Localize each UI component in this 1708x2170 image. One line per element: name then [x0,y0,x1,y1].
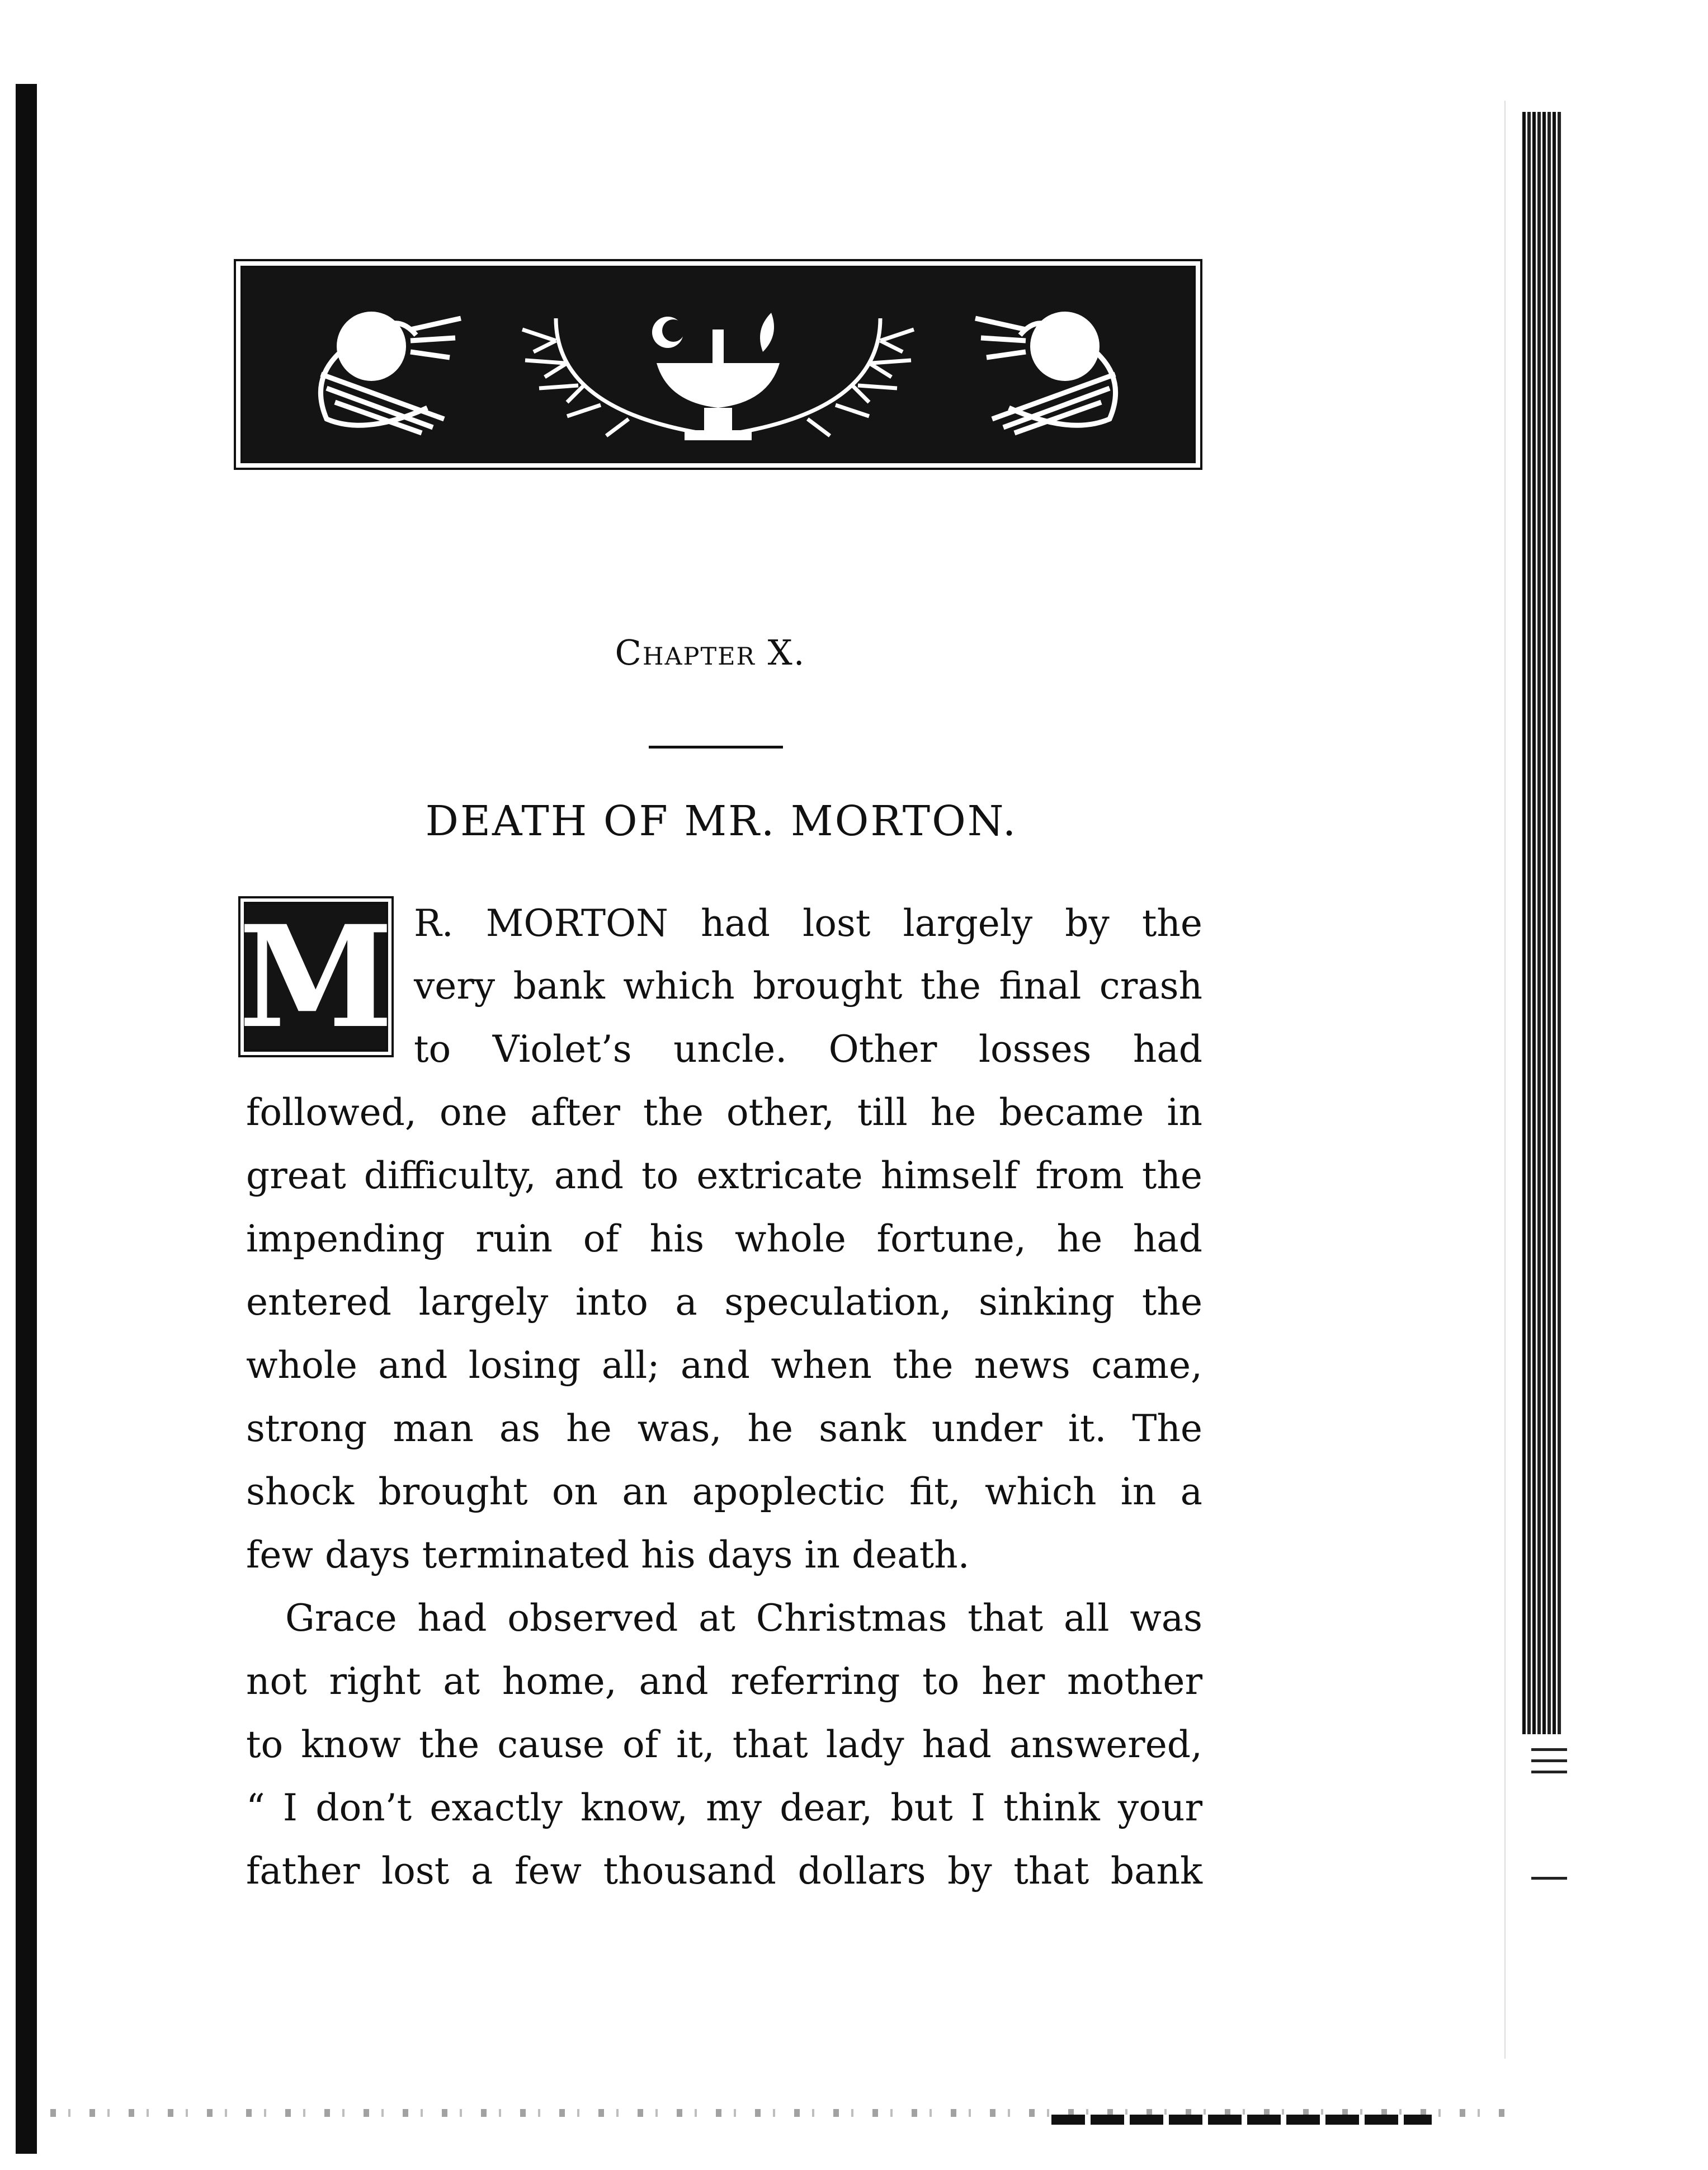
scan-edge-mark [1531,1748,1567,1751]
scan-edge-mark [1531,1759,1567,1762]
chapter-number: X. [767,632,806,673]
scan-edge-mark [1531,1877,1567,1880]
drop-cap-letter: M [238,895,394,1059]
text-line: very bank which brought the final crash [414,964,1202,1008]
oil-lamp-icon [652,313,780,440]
text-line: few days terminated his days in death. [246,1533,970,1576]
scan-edge-mark [1531,1771,1567,1773]
chapter-label: Chapter [615,632,756,673]
chapter-title: DEATH OF MR. MORTON. [425,797,1018,845]
text-line: shock brought on an apoplectic fit, which in a [246,1470,1202,1513]
header-ornament [240,266,1196,463]
chapter-heading [0,632,1421,673]
text-line: entered largely into a speculation, sinking the [246,1281,1202,1324]
drop-cap [238,895,394,1059]
text-line: great difficulty, and to extricate himself from the [246,1154,1202,1197]
text-line: followed, one after the other, till he became in [246,1091,1202,1134]
text-line: Grace had observed at Christmas that all was [285,1597,1202,1640]
text-line: to know the cause of it, that lady had answered, [246,1723,1202,1766]
text-line: impending ruin of his whole fortune, he had [246,1217,1202,1260]
scan-right-edge [1522,112,1561,1734]
chapter-divider [649,746,783,749]
text-line: “ I don’t exactly know, my dear, but I think your [246,1786,1202,1829]
text-line: father lost a few thousand dollars by that bank [246,1849,1202,1893]
ornament-artwork [243,268,1193,461]
text-line: not right at home, and referring to her mother [246,1660,1202,1703]
text-line: strong man as he was, he sank under it. The [246,1407,1202,1450]
scan-bottom-bar [1051,2115,1432,2125]
scan-left-edge [16,84,37,2154]
right-cherub-icon [975,312,1116,433]
text-line: to Violet’s uncle. Other losses had [414,1028,1202,1071]
text-line: R. MORTON had lost largely by the [414,902,1202,945]
left-cherub-icon [320,312,461,433]
scan-page-edge [1504,101,1506,2059]
text-line: whole and losing all; and when the news came, [246,1344,1202,1387]
